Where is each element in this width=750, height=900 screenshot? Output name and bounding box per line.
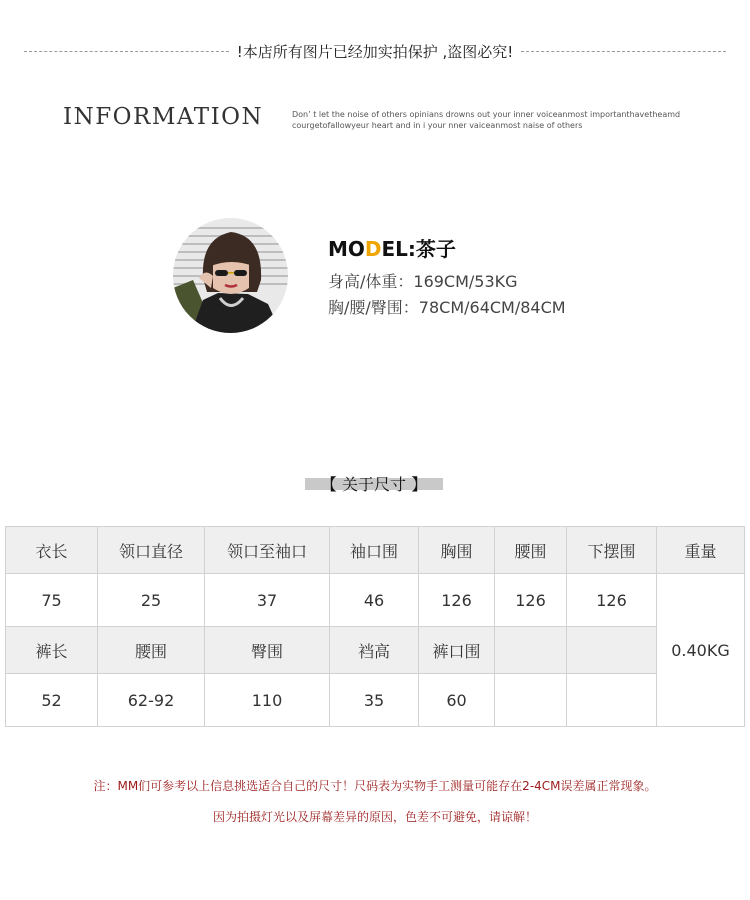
weight-value-cell: 0.40KG	[657, 574, 745, 727]
table-header-cell: 臀围	[205, 627, 330, 674]
size-section-title	[305, 472, 443, 494]
table-cell: 46	[330, 574, 419, 627]
table-header-cell: 腰围	[495, 527, 567, 574]
table-header-cell-weight: 重量	[657, 527, 745, 574]
table-header-cell: 领口至袖口	[205, 527, 330, 574]
table-header-cell	[567, 627, 657, 674]
model-name: 茶子	[415, 237, 456, 261]
notice-divider-right	[521, 51, 726, 52]
table-cell: 126	[567, 574, 657, 627]
table-header-cell: 胸围	[419, 527, 495, 574]
table-row	[6, 574, 745, 627]
table-cell: 52	[6, 674, 98, 727]
table-cell: 37	[205, 574, 330, 627]
size-table	[5, 526, 745, 727]
copyright-notice	[24, 40, 726, 62]
table-header-cell: 下摆围	[567, 527, 657, 574]
table-header-cell: 裆高	[330, 627, 419, 674]
table-header-cell: 衣长	[6, 527, 98, 574]
notice-divider-left	[24, 51, 229, 52]
model-label-mo: MO	[328, 237, 365, 261]
size-section-title-text: 【 关于尺寸 】	[320, 475, 428, 494]
model-height-weight: 身高/体重：169CM/53KG	[328, 272, 518, 291]
model-name-heading	[328, 233, 456, 262]
information-heading: INFORMATION	[63, 104, 264, 130]
information-description	[292, 109, 712, 131]
color-note: 因为拍摄灯光以及屏幕差异的原因，色差不可避免，请谅解！	[212, 810, 537, 824]
table-header-cell: 领口直径	[98, 527, 205, 574]
table-header-cell: 袖口围	[330, 527, 419, 574]
table-cell: 25	[98, 574, 205, 627]
table-header-cell: 腰围	[98, 627, 205, 674]
table-header-cell: 裤口围	[419, 627, 495, 674]
description-line-1: Don’ t let the noise of others opinians drowns out your inner voiceanmost importanthavetheamd	[292, 110, 681, 119]
table-cell: 110	[205, 674, 330, 727]
table-header-cell	[495, 627, 567, 674]
table-cell: 75	[6, 574, 98, 627]
model-measurements: 胸/腰/臀围：78CM/64CM/84CM	[328, 298, 566, 317]
table-cell: 35	[330, 674, 419, 727]
table-header-cell: 裤长	[6, 627, 98, 674]
model-label-accent: D	[364, 237, 382, 261]
model-photo-icon	[173, 218, 288, 333]
table-row	[6, 674, 745, 727]
description-line-2: courgetofallowyeur heart and in i your nner vaiceanmost naise of others	[292, 121, 583, 130]
table-cell: 126	[495, 574, 567, 627]
table-cell	[567, 674, 657, 727]
table-cell: 126	[419, 574, 495, 627]
table-row	[6, 627, 745, 674]
table-cell: 60	[419, 674, 495, 727]
size-note: 注：MM们可参考以上信息挑选适合自己的尺寸！尺码表为实物手工测量可能存在2-4CM误差属正常现象。	[93, 779, 657, 793]
notice-text: !本店所有图片已经加实拍保护 ,盗图必究!	[236, 42, 514, 61]
table-cell: 62-92	[98, 674, 205, 727]
table-cell	[495, 674, 567, 727]
model-label-el: EL:	[381, 237, 416, 261]
model-avatar	[173, 218, 288, 333]
table-row	[6, 527, 745, 574]
